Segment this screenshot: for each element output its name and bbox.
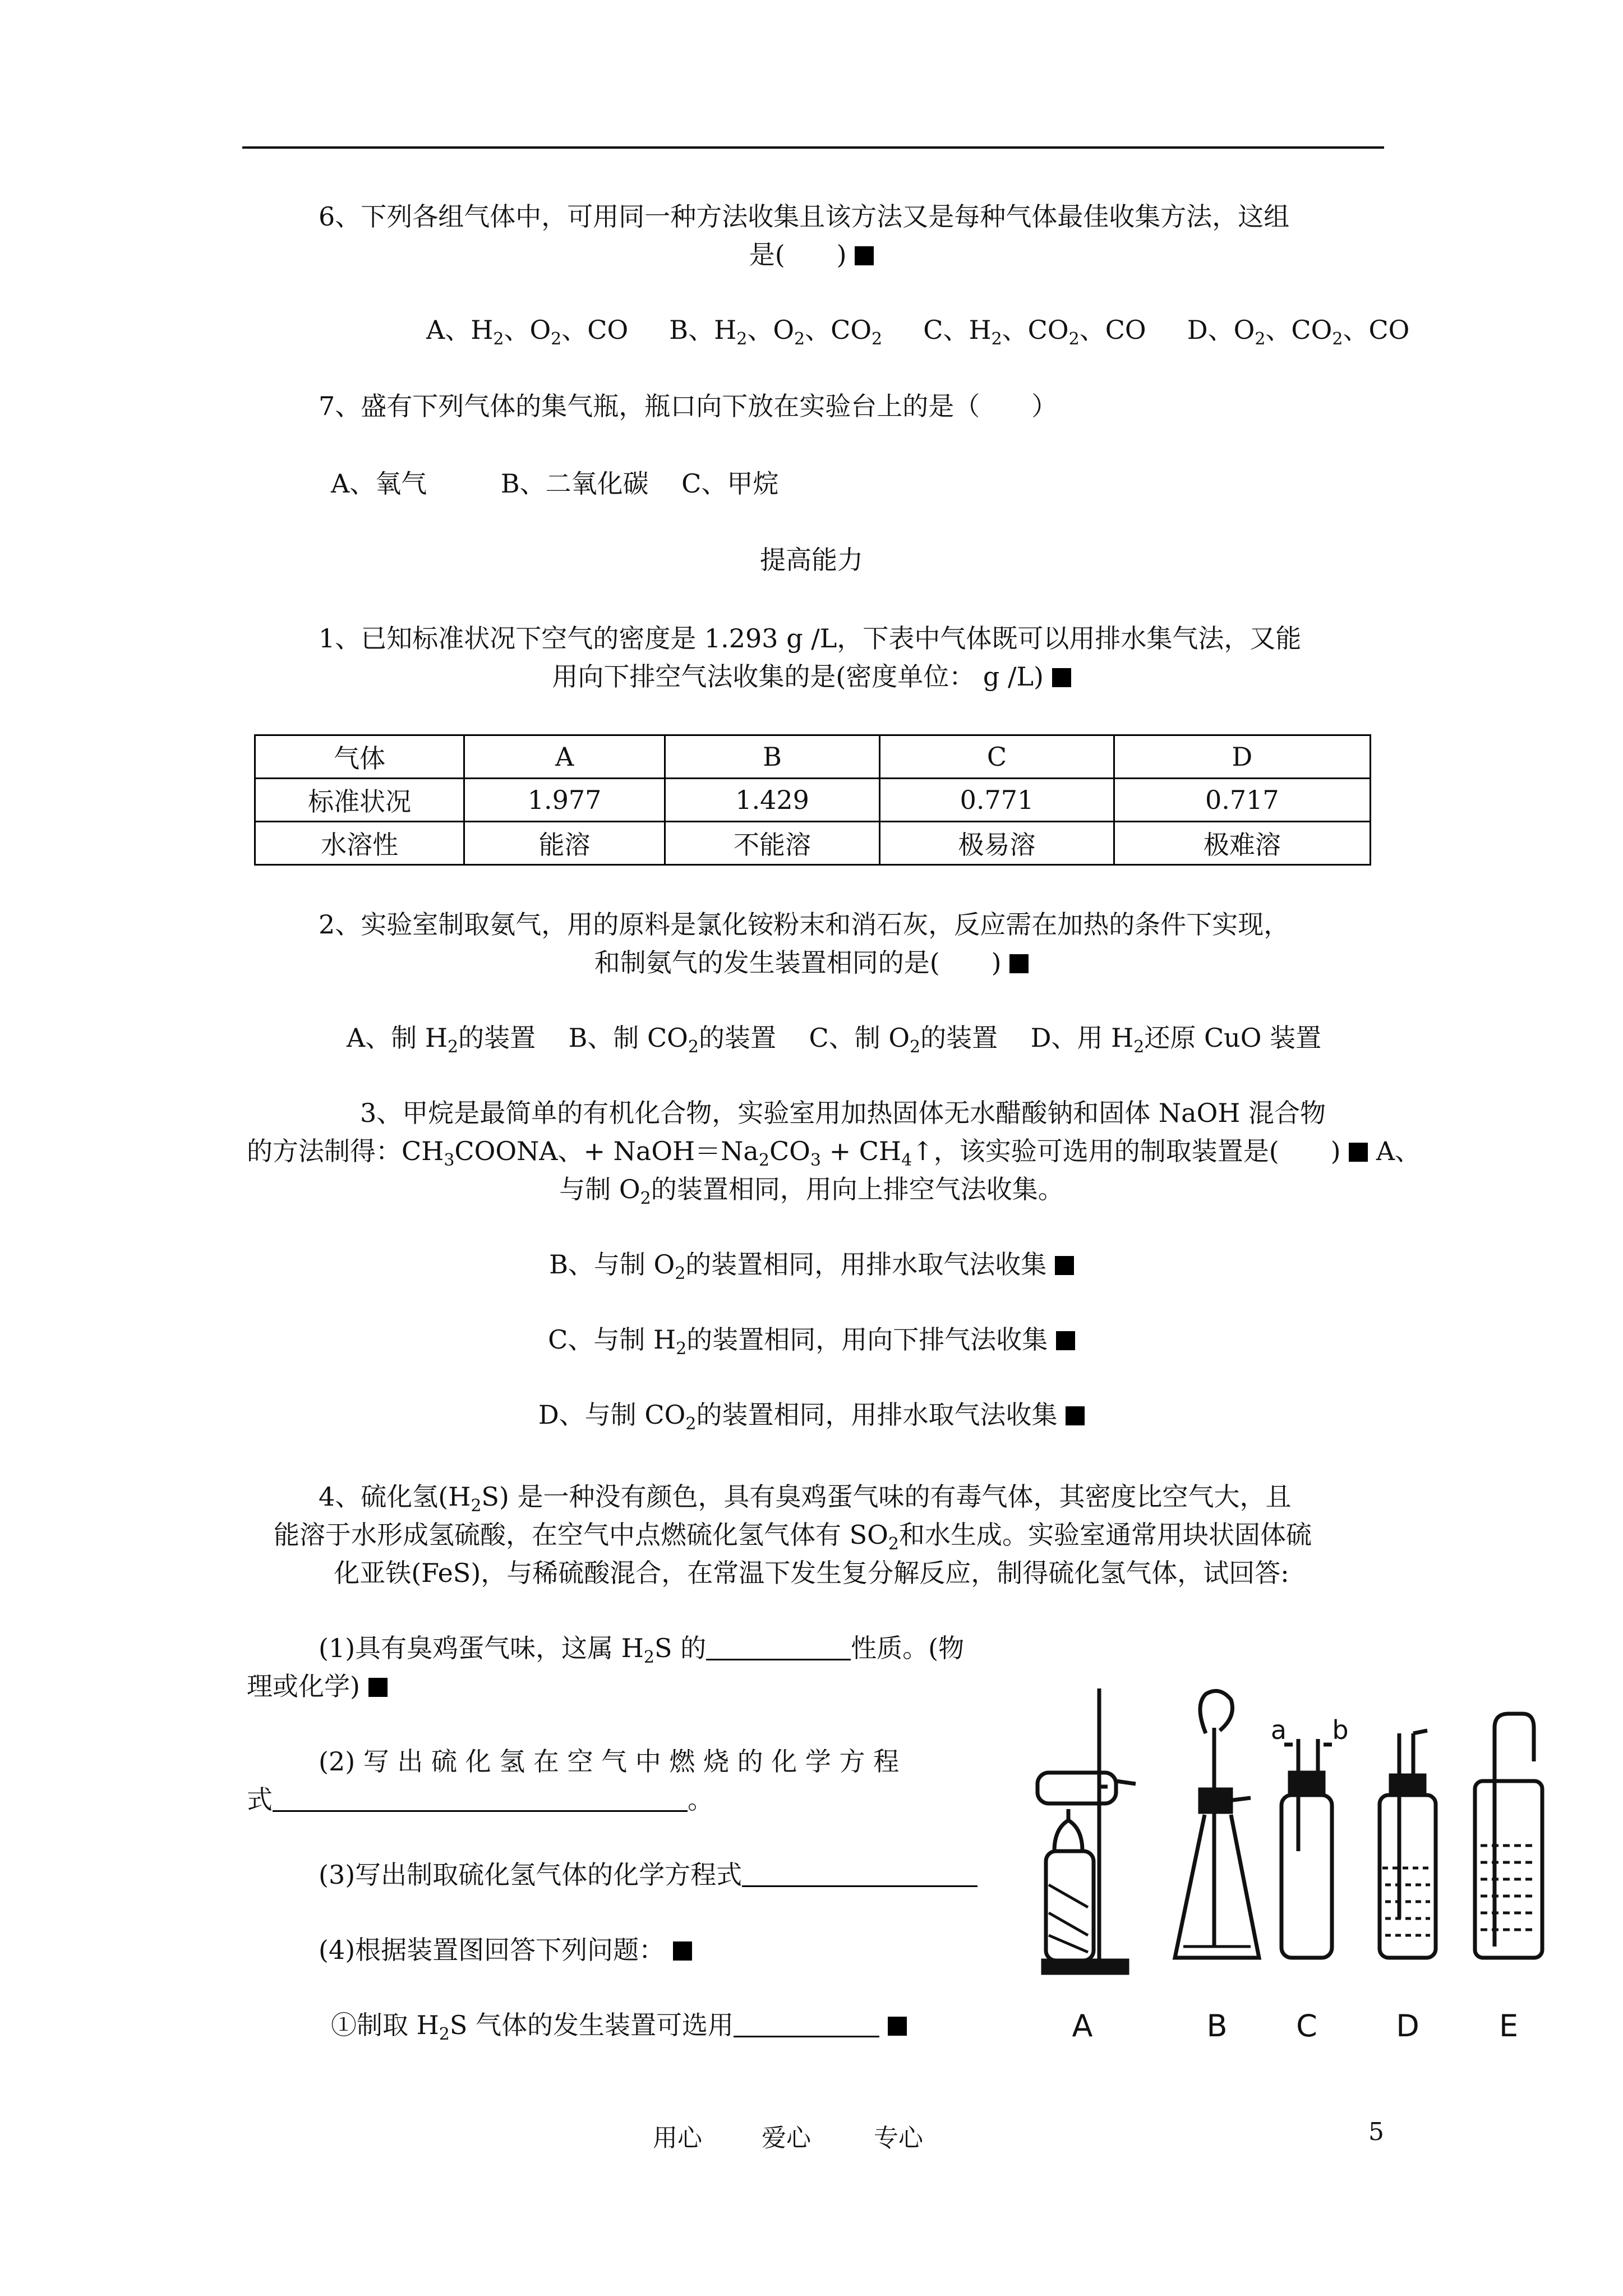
table-cell: 0.771 bbox=[880, 779, 1114, 822]
gas-density-table bbox=[254, 734, 1371, 866]
table-cell: 1.977 bbox=[464, 779, 665, 822]
apparatus-label: D bbox=[1396, 2008, 1419, 2044]
answer-mark-icon bbox=[888, 2017, 907, 2036]
section-title: 提高能力 bbox=[760, 545, 863, 575]
page-number: 5 bbox=[1368, 2118, 1384, 2146]
apparatus-label: C bbox=[1296, 2008, 1317, 2044]
table-cell: 气体 bbox=[255, 735, 464, 779]
p2-line1: 2、实验室制取氨气，用的原料是氯化铵粉末和消石灰，反应需在加热的条件下实现， bbox=[319, 909, 1290, 940]
p3-option-b: B、与制 $O_2$的装置相同，用排水取气法收集 bbox=[0, 1246, 1623, 1282]
p4-sub5: ①制取 $H_2S$ 气体的发生装置可选用 bbox=[331, 2007, 907, 2043]
answer-mark-icon bbox=[1056, 1331, 1075, 1350]
table-cell: D bbox=[1114, 735, 1370, 779]
header-rule bbox=[242, 146, 1384, 149]
table-cell: B bbox=[665, 735, 879, 779]
apparatus-label: B bbox=[1206, 2008, 1228, 2044]
p2-options: A、制 $H_2$的装置 B、制 $CO_2$的装置 C、制 $O_2$的装置 D、用 $H_2$还原 CuO 装置 bbox=[347, 1023, 1322, 1057]
p4-sub4: (4)根据装置图回答下列问题： bbox=[319, 1932, 692, 1968]
answer-mark-icon bbox=[1349, 1143, 1368, 1162]
p4-sub2-cont: 式 。 bbox=[247, 1784, 713, 1815]
table-cell: 极易溶 bbox=[880, 822, 1114, 865]
p4-sub1-cont: 理或化学) bbox=[247, 1668, 388, 1704]
p1-line1: 1、已知标准状况下空气的密度是 1.293 g /L，下表中气体既可以用排水集气法，又能 bbox=[319, 623, 1302, 654]
answer-blank[interactable] bbox=[734, 2010, 879, 2037]
apparatus-e-icon bbox=[1475, 1714, 1542, 1958]
q6-options: A、$H_2$、$O_2$、CO B、$H_2$、$O_2$、$CO_2$ C、$H_2$、$CO_2$、CO D、$O_2$、$CO_2$、CO bbox=[426, 315, 1410, 349]
p4-line3: 化亚铁(FeS)，与稀硫酸混合，在常温下发生复分解反应，制得硫化氢气体，试回答: bbox=[334, 1558, 1289, 1588]
answer-mark-icon bbox=[1055, 1256, 1074, 1275]
table-row bbox=[255, 779, 1371, 822]
p4-sub2: (2) 写 出 硫 化 氢 在 空 气 中 燃 烧 的 化 学 方 程 bbox=[319, 1746, 900, 1777]
p1-line2: 用向下排空气法收集的是(密度单位： g /L) bbox=[0, 659, 1623, 694]
tube-label-a: a bbox=[1270, 1715, 1287, 1745]
answer-blank[interactable] bbox=[706, 1633, 851, 1660]
p4-line1: 4、硫化氢$(H_2S)$ 是一种没有颜色，具有臭鸡蛋气味的有毒气体，其密度比空气大，且 bbox=[319, 1481, 1292, 1516]
apparatus-diagram bbox=[1015, 1683, 1576, 2076]
p4-sub1: (1)具有臭鸡蛋气味，这属 $H_2S$ 的 性质。(物 bbox=[319, 1633, 965, 1667]
answer-blank[interactable] bbox=[742, 1860, 978, 1887]
q6-line1: 6、下列各组气体中，可用同一种方法收集且该方法又是每种气体最佳收集方法，这组 bbox=[319, 201, 1290, 232]
apparatus-label: A bbox=[1072, 2008, 1093, 2044]
table-cell: 1.429 bbox=[665, 779, 879, 822]
answer-mark-icon bbox=[368, 1678, 388, 1697]
q7-stem: 7、盛有下列气体的集气瓶，瓶口向下放在实验台上的是（ ） bbox=[319, 391, 1058, 421]
answer-mark-icon bbox=[1052, 668, 1071, 687]
table-cell: A bbox=[464, 735, 665, 779]
table-row bbox=[255, 735, 1371, 779]
answer-mark-icon bbox=[1009, 954, 1029, 973]
p3-option-d: D、与制 $CO_2$的装置相同，用排水取气法收集 bbox=[0, 1397, 1623, 1433]
table-row bbox=[255, 822, 1371, 865]
apparatus-b-icon bbox=[1175, 1691, 1259, 1958]
answer-mark-icon bbox=[855, 246, 874, 265]
table-cell: 极难溶 bbox=[1114, 822, 1370, 865]
apparatus-c-icon bbox=[1281, 1739, 1332, 1958]
p3-line3: 与制 $O_2$的装置相同，用向上排空气法收集。 bbox=[559, 1174, 1064, 1208]
table-cell: 0.717 bbox=[1114, 779, 1370, 822]
table-cell: 水溶性 bbox=[255, 822, 464, 865]
answer-mark-icon bbox=[673, 1941, 692, 1961]
tube-label-b: b bbox=[1332, 1715, 1349, 1745]
footer-item: 专心 bbox=[874, 2124, 923, 2152]
table-cell: 能溶 bbox=[464, 822, 665, 865]
table-cell: C bbox=[880, 735, 1114, 779]
table-cell: 不能溶 bbox=[665, 822, 879, 865]
apparatus-d-icon bbox=[1380, 1731, 1436, 1958]
footer-item: 爱心 bbox=[762, 2124, 811, 2152]
apparatus-a-icon bbox=[1038, 1688, 1136, 1973]
q6-line2: 是( ) bbox=[0, 237, 1623, 273]
q7-options: A、氧气 B、二氧化碳 C、甲烷 bbox=[331, 468, 779, 499]
p2-line2: 和制氨气的发生装置相同的是( ) bbox=[0, 945, 1623, 981]
answer-mark-icon bbox=[1066, 1406, 1085, 1425]
p3-line1: 3、甲烷是最简单的有机化合物，实验室用加热固体无水醋酸钠和固体 NaOH 混合物 bbox=[360, 1098, 1326, 1128]
p4-line2: 能溶于水形成氢硫酸，在空气中点燃硫化氢气体有 $SO_2$和水生成。实验室通常用块状固体硫 bbox=[274, 1520, 1312, 1554]
table-cell: 标准状况 bbox=[255, 779, 464, 822]
p4-sub3: (3)写出制取硫化氢气体的化学方程式 bbox=[319, 1857, 978, 1893]
footer-item: 用心 bbox=[653, 2124, 702, 2152]
apparatus-label: E bbox=[1498, 2008, 1519, 2044]
answer-blank[interactable] bbox=[273, 1784, 688, 1812]
p3-line2: 的方法制得：$CH_3COONA$、+ $NaOH=Na_2CO_3$ + $CH_4↑$，该实验可选用的制取装置是( ) A、 bbox=[247, 1136, 1421, 1170]
p3-option-c: C、与制 $H_2$的装置相同，用向下排气法收集 bbox=[0, 1322, 1623, 1358]
